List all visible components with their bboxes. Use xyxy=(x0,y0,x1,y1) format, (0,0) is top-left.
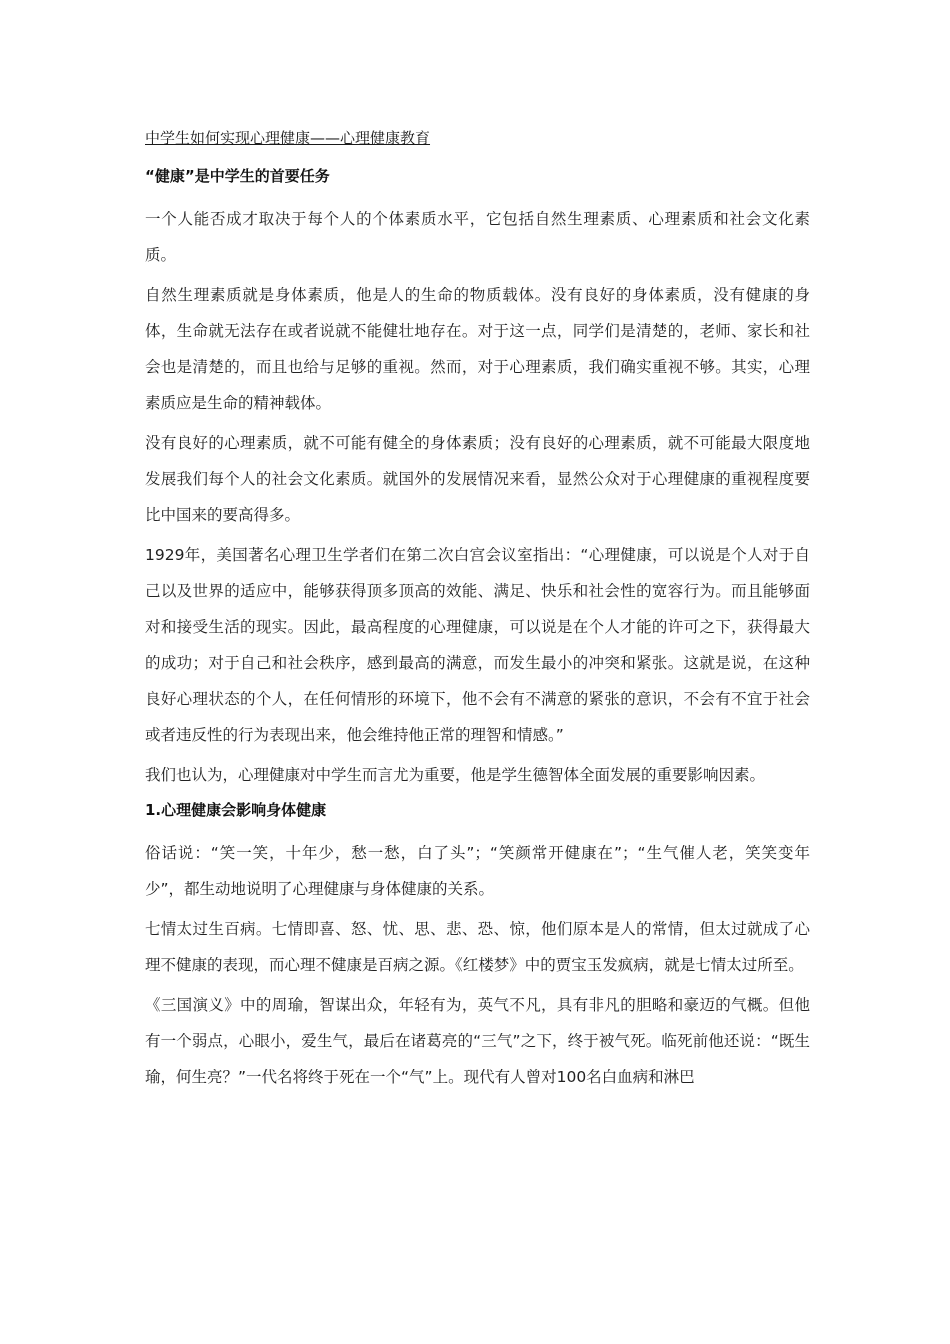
paragraph: 俗话说：“笑一笑，十年少，愁一愁，白了头”；“笑颜常开健康在”；“生气催人老，笑笑变年少”，都生动地说明了心理健康与身体健康的关系。 xyxy=(145,844,810,898)
paragraph: 我们也认为，心理健康对中学生而言尤为重要，他是学生德智体全面发展的重要影响因素。 xyxy=(145,766,766,784)
document-title: 中学生如何实现心理健康——心理健康教育 xyxy=(145,129,431,147)
paragraph: 没有良好的心理素质，就不可能有健全的身体素质；没有良好的心理素质，就不可能最大限度地发展我们每个人的社会文化素质。就国外的发展情况来看，显然公众对于心理健康的重视程度要比中国来的要高得多。 xyxy=(145,434,810,524)
document-page xyxy=(145,126,810,1099)
section-heading-body-health: 1.心理健康会影响身体健康 xyxy=(145,801,327,819)
section-heading-health: “健康”是中学生的首要任务 xyxy=(145,167,330,185)
paragraph: 七情太过生百病。七情即喜、怒、忧、思、悲、恐、惊，他们原本是人的常情，但太过就成了心理不健康的表现，而心理不健康是百病之源。《红楼梦》中的贾宝玉发疯病，就是七情太过所至。 xyxy=(145,920,810,974)
paragraph: 一个人能否成才取决于每个人的个体素质水平，它包括自然生理素质、心理素质和社会文化素质。 xyxy=(145,210,810,264)
paragraph: 《三国演义》中的周瑜，智谋出众，年轻有为，英气不凡，具有非凡的胆略和豪迈的气概。但他有一个弱点，心眼小，爱生气，最后在诸葛亮的“三气”之下，终于被气死。临死前他还说：“既生瑜，何生亮？”一代名将终于死在一个“气”上。现代有人曾对100名白血病和淋巴 xyxy=(145,996,810,1086)
paragraph: 自然生理素质就是身体素质，他是人的生命的物质载体。没有良好的身体素质，没有健康的身体，生命就无法存在或者说就不能健壮地存在。对于这一点，同学们是清楚的，老师、家长和社会也是清楚的，而且也给与足够的重视。然而，对于心理素质，我们确实重视不够。其实，心理素质应是生命的精神载体。 xyxy=(145,286,810,412)
paragraph: 1929年，美国著名心理卫生学者们在第二次白宫会议室指出：“心理健康，可以说是个人对于自己以及世界的适应中，能够获得顶多顶高的效能、满足、快乐和社会性的宽容行为。而且能够面对和接受生活的现实。因此，最高程度的心理健康，可以说是在个人才能的许可之下，获得最大的成功；对于自己和社会秩序，感到最高的满意，而发生最小的冲突和紧张。这就是说，在这种良好心理状态的个人，在任何情形的环境下，他不会有不满意的紧张的意识，不会有不宜于社会或者违反性的行为表现出来，他会维持他正常的理智和情感。” xyxy=(145,546,810,744)
